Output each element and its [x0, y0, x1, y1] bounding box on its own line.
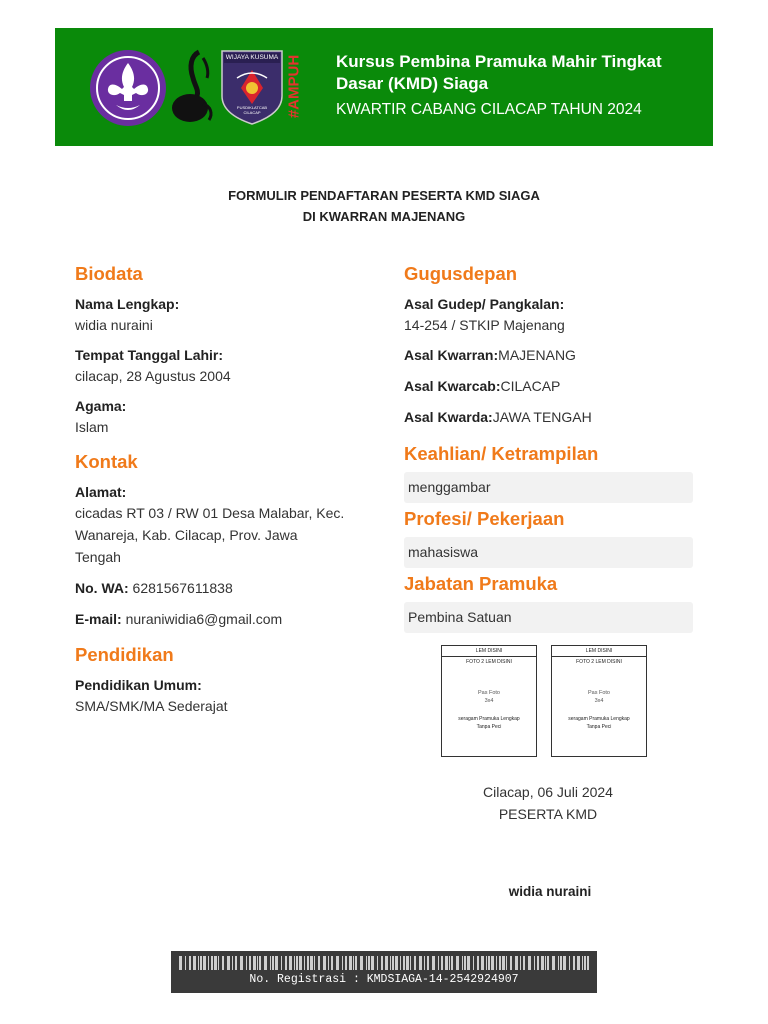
photo-box-1	[441, 645, 537, 757]
photo-1-size-label-1: Pas Foto	[477, 690, 500, 696]
name-value: widia nuraini	[75, 317, 153, 333]
registration-number: No. Registrasi : KMDSIAGA-14-2542924907	[249, 973, 519, 986]
header-subtitle: KWARTIR CABANG CILACAP TAHUN 2024	[336, 101, 642, 118]
keahlian-heading: Keahlian/ Ketrampilan	[404, 443, 599, 464]
kwarran-row	[404, 345, 694, 365]
pendidikan-heading: Pendidikan	[75, 644, 174, 665]
kwarcab-value: CILACAP	[500, 378, 561, 394]
kwarran-value: MAJENANG	[498, 347, 576, 363]
agama-value: Islam	[75, 419, 109, 435]
photo-2-note-2: Tanpa Peci	[586, 724, 612, 730]
scout-emblem-icon	[89, 49, 167, 127]
gudep-label: Asal Gudep/ Pangkalan:	[404, 296, 565, 312]
jabatan-heading: Jabatan Pramuka	[404, 573, 558, 594]
pendidikan-umum-value: SMA/SMK/MA Sederajat	[75, 698, 228, 714]
email-row	[75, 609, 375, 629]
photo-1-size-label-2: 3x4	[484, 698, 494, 704]
barcode-icon	[179, 956, 589, 970]
photo-1-sub-label: FOTO 2 LEM DISINI	[466, 659, 512, 665]
profesi-heading: Profesi/ Pekerjaan	[404, 508, 565, 529]
signature-role: PESERTA KMD	[498, 806, 598, 822]
alamat-label: Alamat:	[75, 484, 127, 500]
shield-top-text: WIJAYA KUSUMA	[225, 54, 279, 61]
gudep-value: 14-254 / STKIP Majenang	[404, 317, 565, 333]
photo-1-note-2: Tanpa Peci	[476, 724, 502, 730]
photo-2-note-1: seragam Pramuka Lengkap	[568, 716, 630, 722]
wa-label: No. WA:	[75, 580, 129, 596]
registration-bar	[171, 951, 597, 993]
wa-value: 6281567611838	[132, 580, 233, 596]
wijaya-kusuma-shield-icon	[219, 48, 285, 126]
email-label: E-mail:	[75, 611, 122, 627]
agama-label: Agama:	[75, 398, 127, 414]
wa-row	[75, 578, 375, 598]
kwarcab-row	[404, 376, 694, 396]
ttl-value: cilacap, 28 Agustus 2004	[75, 368, 231, 384]
gugusdepan-heading: Gugusdepan	[404, 263, 518, 284]
photo-box-2	[551, 645, 647, 757]
profesi-value: mahasiswa	[404, 537, 693, 568]
left-column	[75, 262, 375, 717]
form-title-line2: DI KWARRAN MAJENANG	[302, 209, 466, 224]
email-value: nuraniwidia6@gmail.com	[125, 611, 283, 627]
ampuh-text: #AMPUH	[285, 54, 303, 119]
kwarcab-label: Asal Kwarcab:	[404, 378, 501, 394]
photo-2-size-label-2: 3x4	[594, 698, 604, 704]
kwarda-value: JAWA TENGAH	[492, 409, 592, 425]
photo-2-sub-label: FOTO 2 LEM DISINI	[576, 659, 622, 665]
name-label: Nama Lengkap:	[75, 296, 180, 312]
photo-2-top-label: LEM DISINI	[552, 646, 646, 657]
photo-2-size-label-1: Pas Foto	[587, 690, 610, 696]
photo-1-note-1: seragam Pramuka Lengkap	[458, 716, 520, 722]
header-banner	[55, 28, 713, 146]
kwarran-label: Asal Kwarran:	[404, 347, 499, 363]
signature-name: widia nuraini	[508, 884, 592, 899]
header-title: Kursus Pembina Pramuka Mahir Tingkat Dasar (KMD) Siaga	[336, 52, 662, 93]
pendidikan-umum-label: Pendidikan Umum:	[75, 677, 202, 693]
form-title-line1: FORMULIR PENDAFTARAN PESERTA KMD SIAGA	[228, 188, 540, 203]
ttl-label: Tempat Tanggal Lahir:	[75, 347, 224, 363]
keahlian-value: menggambar	[404, 472, 693, 503]
form-title	[0, 185, 768, 227]
tunas-kelapa-icon	[169, 48, 215, 126]
alamat-line-2: Wanareja, Kab. Cilacap, Prov. Jawa	[75, 527, 298, 543]
alamat-line-3: Tengah	[75, 549, 121, 565]
signature-place-date: Cilacap, 06 Juli 2024	[483, 784, 613, 800]
right-column	[404, 262, 694, 633]
alamat-line-1: cicadas RT 03 / RW 01 Desa Malabar, Kec.	[75, 505, 345, 521]
biodata-heading: Biodata	[75, 263, 143, 284]
shield-bottom-text: PUSDIKLATCAB CILACAP	[236, 105, 268, 115]
ampuh-tag	[278, 52, 308, 128]
photo-1-top-label: LEM DISINI	[442, 646, 536, 657]
kwarda-label: Asal Kwarda:	[404, 409, 493, 425]
kontak-heading: Kontak	[75, 451, 138, 472]
jabatan-value: Pembina Satuan	[404, 602, 693, 633]
kwarda-row	[404, 407, 694, 427]
signature-block	[418, 781, 678, 825]
